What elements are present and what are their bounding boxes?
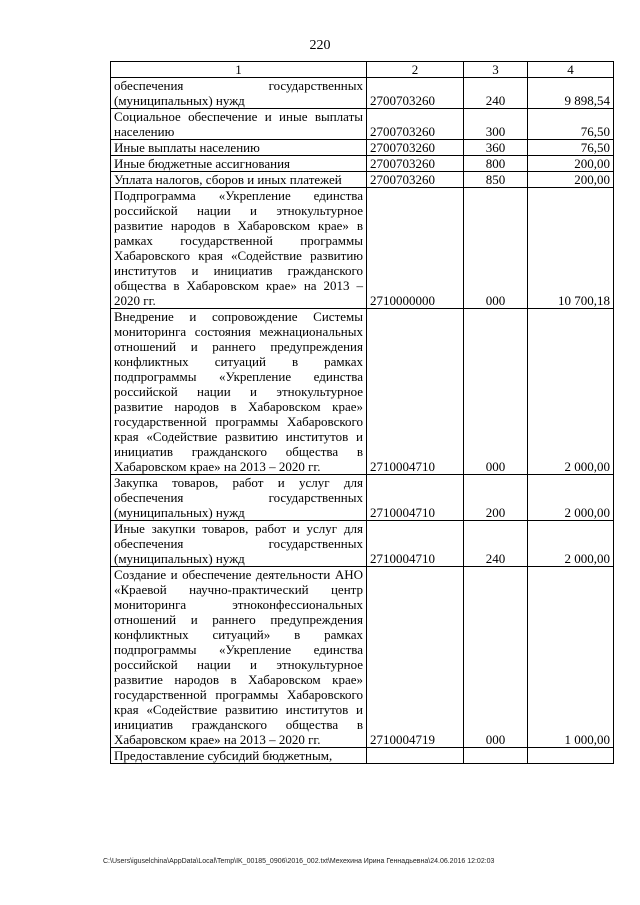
row-code-cell: 2710004710 <box>367 475 464 521</box>
row-sum-cell: 200,00 <box>528 172 614 188</box>
row-type-cell: 240 <box>464 78 528 109</box>
row-sum-cell: 1 000,00 <box>528 567 614 748</box>
row-sum-cell <box>528 748 614 764</box>
row-name-cell: Подпрограмма «Укрепление единства российской нации и этнокультурное развитие народов в Хабаровском крае» в рамках государственной программы Хабаровского края «Содействие развитию институтов и инициатив гражданского общества в Хабаровском крае» на 2013 – 2020 гг. <box>111 188 367 309</box>
column-header-code: 2 <box>367 62 464 78</box>
table-row <box>111 109 614 140</box>
row-name-cell: Предоставление субсидий бюджетным, <box>111 748 367 764</box>
row-sum-cell: 76,50 <box>528 140 614 156</box>
table-row <box>111 475 614 521</box>
table-row <box>111 521 614 567</box>
row-name-cell: Иные выплаты населению <box>111 140 367 156</box>
column-header-sum: 4 <box>528 62 614 78</box>
budget-table <box>110 61 614 764</box>
table-row <box>111 140 614 156</box>
row-code-cell: 2710000000 <box>367 188 464 309</box>
row-type-cell: 000 <box>464 309 528 475</box>
row-sum-cell: 2 000,00 <box>528 475 614 521</box>
row-type-cell: 850 <box>464 172 528 188</box>
row-sum-cell: 2 000,00 <box>528 309 614 475</box>
row-name-cell: Иные бюджетные ассигнования <box>111 156 367 172</box>
row-code-cell <box>367 748 464 764</box>
row-type-cell: 300 <box>464 109 528 140</box>
row-type-cell: 200 <box>464 475 528 521</box>
table-row <box>111 188 614 309</box>
table-row <box>111 172 614 188</box>
page-number: 220 <box>309 38 331 53</box>
row-code-cell: 2710004710 <box>367 309 464 475</box>
table-header-row <box>111 62 614 78</box>
table-row <box>111 748 614 764</box>
row-sum-cell: 10 700,18 <box>528 188 614 309</box>
column-header-name: 1 <box>111 62 367 78</box>
row-name-cell: Социальное обеспечение и иные выплаты населению <box>111 109 367 140</box>
row-name-cell: Создание и обеспечение деятельности АНО «Краевой научно-практический центр мониторинга этноконфессиональных отношений и раннего предупреждения конфликтных ситуаций» в рамках подпрограммы «Укрепление единства российской нации и этнокультурное развитие народов в Хабаровском крае» государственной программы Хабаровского края «Содействие развитию институтов и инициатив гражданского общества в Хабаровском крае» на 2013 – 2020 гг. <box>111 567 367 748</box>
row-name-cell: Иные закупки товаров, работ и услуг для обеспечения государственных (муниципальных) нужд <box>111 521 367 567</box>
row-sum-cell: 76,50 <box>528 109 614 140</box>
row-type-cell: 800 <box>464 156 528 172</box>
row-name-cell: Внедрение и сопровождение Системы мониторинга состояния межнациональных отношений и раннего предупреждения конфликтных ситуаций в рамках подпрограммы «Укрепление единства российской нации и этнокультурное развитие народов в Хабаровском крае» государственной программы Хабаровского края «Содействие развитию институтов и инициатив гражданского общества в Хабаровском крае» на 2013 – 2020 гг. <box>111 309 367 475</box>
row-name-cell: Закупка товаров, работ и услуг для обеспечения государственных (муниципальных) нужд <box>111 475 367 521</box>
table-row <box>111 567 614 748</box>
row-code-cell: 2700703260 <box>367 156 464 172</box>
table-row <box>111 156 614 172</box>
row-sum-cell: 2 000,00 <box>528 521 614 567</box>
row-name-cell: Уплата налогов, сборов и иных платежей <box>111 172 367 188</box>
row-code-cell: 2700703260 <box>367 172 464 188</box>
row-type-cell: 000 <box>464 188 528 309</box>
row-code-cell: 2700703260 <box>367 140 464 156</box>
row-code-cell: 2710004719 <box>367 567 464 748</box>
row-type-cell <box>464 748 528 764</box>
row-sum-cell: 200,00 <box>528 156 614 172</box>
row-sum-cell: 9 898,54 <box>528 78 614 109</box>
row-type-cell: 000 <box>464 567 528 748</box>
row-name-cell: обеспечения государственных (муниципальных) нужд <box>111 78 367 109</box>
row-code-cell: 2700703260 <box>367 78 464 109</box>
table-row <box>111 78 614 109</box>
row-code-cell: 2700703260 <box>367 109 464 140</box>
column-header-type: 3 <box>464 62 528 78</box>
footer-file-path: C:\Users\iguselchina\AppData\Local\Temp\IK_00185_0906\2016_002.txt\Мехехина Ирина Геннадьевна\24.06.2016 12:02:03 <box>103 858 495 865</box>
row-type-cell: 240 <box>464 521 528 567</box>
table-row <box>111 309 614 475</box>
row-code-cell: 2710004710 <box>367 521 464 567</box>
row-type-cell: 360 <box>464 140 528 156</box>
